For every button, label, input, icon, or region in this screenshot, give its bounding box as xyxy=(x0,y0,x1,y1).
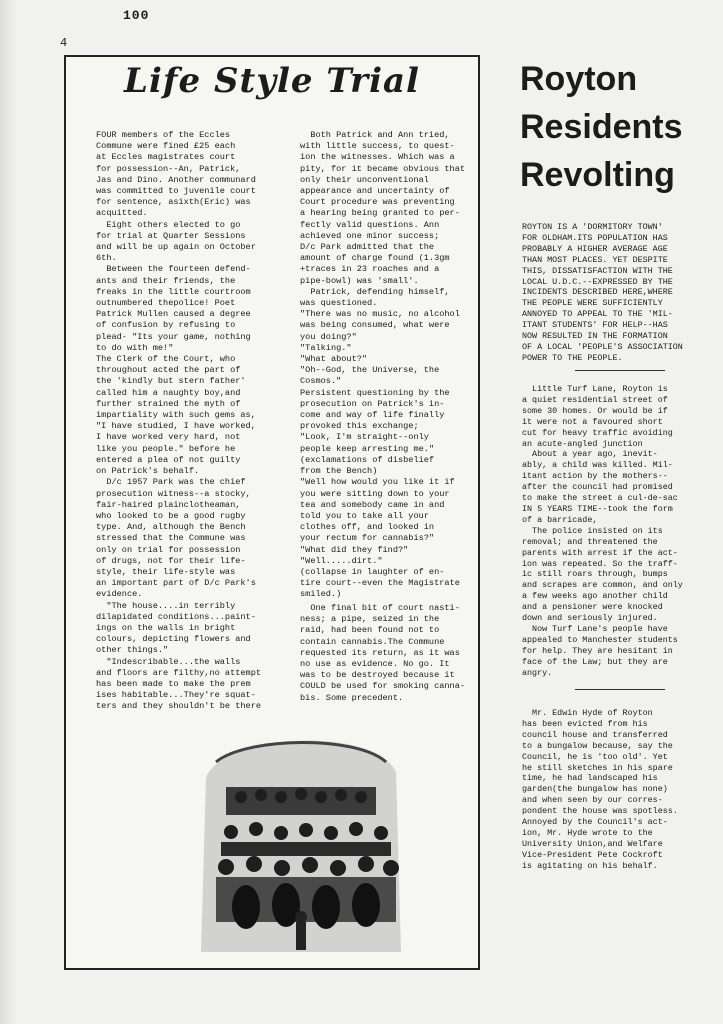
royton-headline: Royton Residents Revolting xyxy=(520,60,683,194)
page-number: 100 xyxy=(123,8,150,23)
section-divider xyxy=(575,689,665,690)
section-divider xyxy=(575,370,665,371)
turf-lane-article: Little Turf Lane, Royton is a quiet residential street of some 30 homes. Or would be if it were not a favoured short cut for heavy traffic avoiding an acute-angled junction About a year ago, inevit- ably, a child was killed. Mil- itant action by the mothers-- after the council had promised to make the street a cul-de-sac IN 5 YEARS TIME--took the form of a barricade, The police insisted on its removal; and threatened the parents with arrest if the act- ion was repeated. So the traff- ic still roars through, bumps and scrapes are common, and only a few weeks ago another child and a pensioner were knocked down and seriously injured. Now Turf Lane's people have appealed to Manchester students for help. They are hesitant in face of the Law; but they are angry. xyxy=(522,384,683,678)
trial-left-column: FOUR members of the Eccles Commune were fined £25 each at Eccles magistrates court for possession--An, Patrick, Jas and Dino. Another communard was committed to juvenile court for sentence, asixth(Eric) was acquitted. Eight others elected to go for trial at Quarter Sessions and will be up again on October 6th. Between the fourteen defend- ants and their friends, the freaks in the little courtroom outnumbered thepolice! Poet Patrick Mullen caused a degree of confusion by refusing to plead- "Its your game, nothing to do with me!" The Clerk of the Court, who throughout acted the part of the 'kindly but stern father' called him a naughty boy,and further strained the myth of impartiality with such gems as, "I have studied, I have worked, I have worked very hard, not like you people." before he entered a plea of not guilty on Patrick's behalf. D/c 1957 Park was the chief prosecution witness--a stocky, fair-haired plainclotheaman, who looked to be a good rugby type. And, although the Bench stressed that the Commune was only on trial for possession of drugs, not for their life- style, their life-style was an important part of D/c Park's evidence. "The house....in terribly dilapidated conditions...paint- ings on the walls in bright colours, depicting flowers and other things." "Indescribable...the walls and floors are filthy,no attempt has been made to make the prem ises habitable...They're squat- ters and they shouldn't be there xyxy=(96,130,262,712)
hyde-article: Mr. Edwin Hyde of Royton has been evicted from his council house and transferred to a bungalow because, say the Council, he is 'too old'. Yet he still sketches in his spare time, he had landscaped his garden(the bungalow has none) and when seen by our corres- pondent the house was spotless. Annoyed by the Council's act- ion, Mr. Hyde wrote to the University Union,and Welfare Vice-President Pete Cockroft is agitating on his behalf. xyxy=(522,708,678,871)
page-mark: 4 xyxy=(60,36,68,50)
royton-intro: ROYTON IS A 'DORMITORY TOWN' FOR OLDHAM.ITS POPULATION HAS PROBABLY A HIGHER AVERAGE AGE THAN MOST PLACES. YET DESPITE THIS, DISSATISFACTION WITH THE LOCAL U.D.C.--EXPRESSED BY THE INCIDENTS DESCRIBED HERE,WHERE THE PEOPLE WERE SUFFICIENTLY ANNOYED TO APPEAL TO THE 'MIL- ITANT STUDENTS' FOR HELP--HAS NOW RESULTED IN THE FORMATION OF A LOCAL 'PEOPLE'S ASSOCIATION POWER TO THE PEOPLE. xyxy=(522,222,683,363)
trial-mid-column-continued: One final bit of court nasti- ness; a pipe, seized in the raid, had been found not to contain cannabis.The Commune requested its return, as it was no use as evidence. No go. It was to be destroyed because it COULD be used for smoking canna- bis. Some precedent. xyxy=(300,603,466,703)
trial-article-frame xyxy=(64,55,480,970)
scan-edge xyxy=(0,0,16,1024)
courtroom-illustration xyxy=(186,717,416,957)
trial-title: Life Style Trial xyxy=(124,61,420,101)
trial-mid-column: Both Patrick and Ann tried, with little success, to quest- ion the witnesses. Which was a pity, for it became obvious that only their unconventional appearance and uncertainty of Court procedure was preventing a hearing being granted to per- fectly valid questions. Ann achieved one minor success; D/c Park admitted that the amount of charge found (1.3gm +traces in 23 roaches and a pipe-bowl) was 'small'. Patrick, defending himself, was questioned. "There was no music, no alcohol was being consumed, what were you doing?" "Talking." "What about?" "Oh--God, the Universe, the Cosmos." Persistent questioning by the prosecution on Patrick's in- come and way of life finally provoked this exchange; "Look, I'm straight--only people keep arresting me." (exclamations of disbelief from the Bench) "Well how would you like it if you were sitting down to your tea and somebody came in and told you to take all your clothes off, and looked in your rectum for cannabis?" "What did they find?" "Well.....dirt." (collapse in laughter of en- tire court--even the Magistrate smiled.) xyxy=(300,130,466,600)
